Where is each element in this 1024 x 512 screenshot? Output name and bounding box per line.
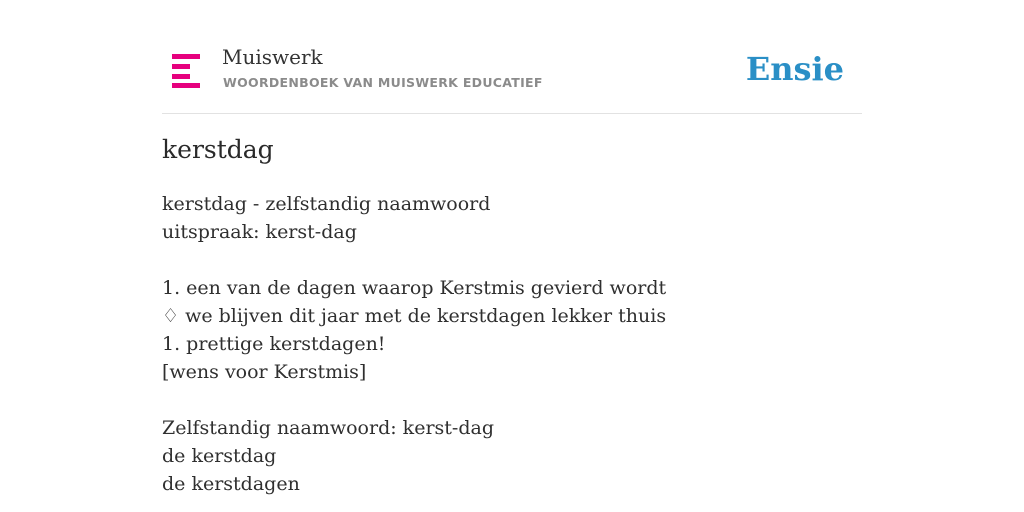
definition-line: 1. een van de dagen waarop Kerstmis gevierd wordt [162, 277, 667, 299]
definition-line: 1. prettige kerstdagen! [162, 333, 386, 355]
definition-line: uitspraak: kerst-dag [162, 221, 357, 243]
definition-line: de kerstdag [162, 445, 277, 467]
definition-line: ♢ we blijven dit jaar met de kerstdagen lekker thuis [162, 305, 667, 327]
source-name: Muiswerk [222, 45, 323, 69]
definition-line [162, 246, 666, 274]
ensie-logo-link[interactable]: Ensie [745, 50, 844, 88]
definition-line: kerstdag - zelfstandig naamwoord [162, 193, 491, 215]
entry-title: kerstdag [162, 135, 274, 164]
definition-line: de kerstdagen [162, 473, 300, 495]
definition-line: Zelfstandig naamwoord: kerst-dag [162, 417, 494, 439]
header [162, 0, 862, 114]
definition-line: [wens voor Kerstmis] [162, 361, 367, 383]
definition-body [162, 190, 666, 498]
muiswerk-logo-icon [172, 54, 200, 88]
source-subtitle: WOORDENBOEK VAN MUISWERK EDUCATIEF [223, 75, 543, 90]
definition-line [162, 386, 666, 414]
